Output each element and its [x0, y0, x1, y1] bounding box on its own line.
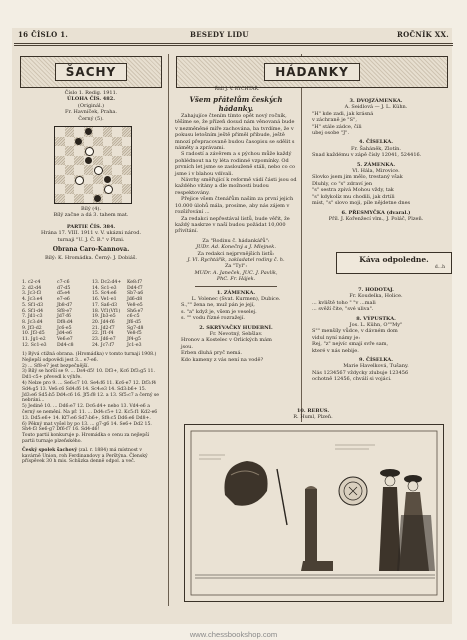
- address-line: Za "Tyl":: [224, 263, 248, 270]
- puzzle-line: "s" sestra zpívá Mohou vždy, tak: [312, 187, 394, 194]
- move-cell: 12. Sc1-e3: [22, 342, 47, 348]
- puzzle-author: Marie Havelková, Tušany.: [343, 363, 409, 370]
- board-square: [55, 156, 65, 166]
- header-rule: [14, 43, 453, 44]
- black-piece-icon: [85, 157, 92, 164]
- puzzle-author: Příl. J. Kořenžecí vlm., J. Poláč, Plzeň.: [328, 215, 424, 222]
- board-square: [93, 184, 103, 194]
- board-square: [112, 146, 122, 156]
- move-cell: Jd4-e6: [57, 331, 72, 337]
- puzzle-line: v záchraně je "S",: [312, 117, 357, 124]
- board-square: [122, 175, 132, 185]
- puzzle-title: 2. SKRÝVAČKY HUDEBNÍ.: [199, 324, 273, 331]
- black-piece-icon: [104, 176, 111, 183]
- column-divider-2: [301, 54, 302, 422]
- move-cell: Sb7-a6: [127, 291, 144, 297]
- move-cell: e7-e6: [57, 297, 70, 303]
- footer-url: www.chessbookshop.com: [189, 630, 278, 639]
- kava-author: d...h: [434, 265, 445, 270]
- puzzle-line: s. "" vodu řízné rozražejí.: [181, 315, 245, 322]
- board-square: [65, 127, 75, 137]
- puzzle-line: které v nás nebije.: [312, 347, 359, 354]
- move-cell: Df8:d4: [57, 319, 73, 325]
- move-cell: Dd4-c8: [57, 342, 74, 348]
- address-line: PhC. Fr. Hájek.: [216, 276, 256, 283]
- appeal-para: Zahajujíce čtením tímto opět nový ročník, těšíme se, že přízeň dosud nám věnovaná bude v nezměněné míře zachována, ba tvrdíme, že v pokusu letošním ještě přiměl přibude, ještě mnozí přepracovaně budou časopisu se sdělit s náměty a zprávami.: [175, 113, 295, 152]
- puzzle-author: Fr. Nevotný, Sebšlav.: [209, 331, 263, 337]
- note: 6) Pěkný mat vyšel by po 13. ... g7-g6 14. Se6+ Dd2 15. Sh4-f3 Se6-g7 Df6-f7 16. Sd4-d6!: [22, 421, 152, 433]
- board-square: [93, 156, 103, 166]
- move-cell: 20. Jd4-f6: [92, 319, 115, 325]
- board-square: [55, 127, 65, 137]
- board-square: [74, 146, 84, 156]
- black-piece-icon: [85, 128, 92, 135]
- move-cell: 13. Dc2:d4+: [92, 280, 122, 285]
- address-line: MUDr. A. Janeček, JUC. J. Pavlík,: [194, 269, 278, 276]
- puzzles-right-2: [306, 284, 446, 383]
- board-square: [65, 194, 75, 204]
- board-square: [74, 194, 84, 204]
- board-square: [55, 184, 65, 194]
- puzzle-author: Vl. Hála, Mirovice.: [352, 168, 400, 175]
- partie-title: PARTIE ČÍS. 384.: [66, 223, 116, 230]
- puzzle-line: ... kvliště toho " "v ...mali: [312, 299, 376, 306]
- note: 5) Jedině 10. ... Dd6:e7 12. Dc6:d4+ nebo 13. Vd4-e6 a černý se nemění. Na př. 11. ... Dd4:c5+ 12. Kc5:f1 Kd2-e6 13. Dd5:e6+ 14. Kf7:e6 Sd7:b6+, Sf8:c5 Dd6:e6 Dd8+.: [22, 404, 158, 421]
- note: 2) ... Sf8-e7 jest bezpečnější.: [22, 363, 89, 369]
- move-cell: 17. Sa6-d3: [92, 302, 117, 308]
- move-cell: d7-d5: [57, 285, 71, 291]
- chess-problem-header: [20, 90, 162, 122]
- problem-solution: Bílý začne a dá 3. tahem mat.: [53, 212, 129, 219]
- puzzle-line: "H" kde zadi, jak krásná: [312, 110, 374, 117]
- fur-hat-icon: [224, 461, 267, 506]
- puzzle-line: S.,"" žena ne, muž pán je její,: [181, 302, 255, 309]
- black-piece-icon: [75, 138, 82, 145]
- couple-figures-icon: [379, 469, 435, 571]
- puzzle-line: ... svěží čite, "své uliva".: [312, 306, 374, 313]
- puzzle-line: Nás 1234567 vždycky zlubuje 123456: [312, 369, 409, 376]
- move-cell: 14. Sc1-e3: [92, 285, 117, 291]
- puzzle-line: "s" kdykolíz mu chodili, jak drtili: [312, 193, 395, 200]
- board-square: [65, 165, 75, 175]
- board-square: [55, 146, 65, 156]
- problem-line: Fr. Havníček, Praha.: [65, 109, 117, 116]
- move-cell: 3. Jc3-f3: [22, 291, 42, 297]
- note: Touto partií konkuruje p. Hromádka o cenu za nejlepší partii turnaje plzeňského.: [22, 433, 150, 444]
- puzzle-line: S"" menšíly vůdce, v dávném dom: [312, 328, 398, 335]
- puzzle-title: 5. ZÁMENKA.: [356, 161, 396, 168]
- appeal-title: Všem přátelům českých hádanky.: [189, 95, 283, 113]
- puzzle-author: A. Seidlová — J. L. Kühn.: [344, 104, 408, 111]
- puzzle-title: 6. PŘESMYČKA (dvaral.): [341, 209, 411, 216]
- move-cell: 8. Jc3:d4: [22, 319, 43, 325]
- board-square: [84, 156, 94, 166]
- move-cell: 15. Sc4:e6: [92, 291, 117, 297]
- partie-line: Hrána 17. VIII. 1911 v. V. ukázni národ.: [40, 230, 142, 237]
- move-cell: Jd7-f6: [57, 314, 71, 320]
- puzzle-title: 4. ČÍSELKA.: [359, 139, 393, 146]
- board-square: [122, 146, 132, 156]
- chess-diagram: [54, 126, 132, 204]
- board-square: [112, 194, 122, 204]
- board-square: [55, 165, 65, 175]
- puzzle-line: Snad každému v zápě čísly 12041, 524416.: [312, 152, 422, 159]
- move-cell: Jc1-e3: [127, 342, 142, 348]
- board-square: [65, 137, 75, 147]
- puzzle-line: s. "a" když je, všem je veselej.: [181, 308, 257, 315]
- puzzle-title: 1. ZÁMENKA.: [216, 289, 256, 296]
- puzzle-line: jsou.: [181, 343, 193, 350]
- board-square: [103, 184, 113, 194]
- board-square: [103, 175, 113, 185]
- board-square: [55, 175, 65, 185]
- move-cell: Sf8-e7: [57, 308, 72, 314]
- header-volume: ROČNÍK XX.: [397, 30, 449, 39]
- appeal: [175, 95, 297, 363]
- club-title: Český spolek šachový: [22, 447, 78, 453]
- board-square: [84, 127, 94, 137]
- puzzle-title: 3. DVOJZÁMENKA.: [349, 98, 403, 104]
- move-cell: 2. d2-d4: [22, 285, 42, 291]
- move-cell: Jc6-e5: [57, 325, 72, 331]
- move-cell: 16. Ve1-e1: [92, 297, 117, 303]
- boot-icon: [301, 486, 333, 571]
- kava-box: [336, 252, 452, 274]
- board-square: [84, 165, 94, 175]
- puzzles-left: [175, 290, 297, 363]
- hatching: [199, 445, 375, 459]
- puzzle-line: míst, "s" slovo moji, píle nějdetne dnes: [312, 200, 411, 207]
- note: 4) Nelze pro 9. ... Se6:c7 10. Se4:f6 11. Kc6-e7 12. Df3:f4 Sd4:g5 13. Ve6:c6 Sd4:f6 14. Sc4:e3 14. Sd3:b6+ 15. Jd3:e6 Sd5:h5 Dd4:c6 16. Jf5:f8 12. a 13. Sf5:c7 a černý se nebráni...: [22, 380, 159, 404]
- puzzle-line: Dluhly, co "s" zdraví jen: [312, 180, 373, 187]
- board-square: [93, 165, 103, 175]
- move-cell: 24. Jc7:f7: [92, 342, 115, 348]
- note: 3) Bílý se horší se 9. ... Ds4-d5! 10. Df3+, Kc6 Df3:g5 11. Dd1-c5+ převedl k výhře.: [22, 369, 155, 381]
- walking-stick-icon: [277, 469, 287, 525]
- puzzle-line: Kdo kameny z vás není na vodě?: [181, 356, 264, 363]
- move-cell: Sg7-d8: [127, 325, 144, 331]
- board-square: [74, 137, 84, 147]
- address-line: Za "Rodinu č. hádankářů":: [202, 237, 270, 244]
- medallion-icon: [339, 477, 367, 505]
- board-square: [103, 127, 113, 137]
- puzzle-author: L. Volenec (Svat. Kurmen), Dubice.: [191, 295, 281, 302]
- move-cell: Ve6:e7: [57, 337, 73, 343]
- move-cell: 7. Jd1-c3: [22, 314, 43, 320]
- puzzle-author: Fr. Koudelka, Holice.: [349, 293, 403, 300]
- board-square: [112, 137, 122, 147]
- hadanky-title-box: [176, 56, 448, 88]
- puzzle-line: vidul nyní námy je:: [312, 334, 361, 341]
- board-square: [122, 184, 132, 194]
- board-square: [65, 175, 75, 185]
- black-piece-icon: [94, 195, 101, 202]
- partie-line: turnaji "U. J. Č. B." v Plzni.: [57, 236, 125, 243]
- sachy-title-box: [20, 56, 162, 88]
- rebus-author: R. Huml, Plzeň.: [293, 414, 333, 421]
- board-square: [65, 156, 75, 166]
- move-cell: c7-c6: [57, 280, 70, 285]
- rebus-picture: [184, 424, 444, 602]
- address-line: Za redakci nejprvnějších listů:: [197, 250, 275, 257]
- appeal-para: S radostí a závěrem a s pýchou může každý pohlédnout na ty léta rodinné vzpomínky. Od prvních let jsme se zaslouženě stáli, nebo co co jsme i v blahou vdívali.: [175, 151, 296, 177]
- puzzle-line: Erben dluhá pryč nemá.: [181, 350, 243, 357]
- problem-line: ÚLOHA ČÍS. 482.: [67, 96, 115, 103]
- board-square: [84, 184, 94, 194]
- move-row: [22, 343, 162, 349]
- puzzle-line: ochotně 12456, chválí si vojáci.: [312, 376, 392, 383]
- appeal-para: Přejice všem čtenářům naším za první jejich 10.000 úlohů mála, prosíme, aby nás zájem v rozšiřování ...: [175, 196, 294, 216]
- puzzle-title: 7. HODOTAJ.: [358, 287, 394, 293]
- board-square: [93, 194, 103, 204]
- board-square: [74, 127, 84, 137]
- players: Bílý: K. Hromádka. Černý: J. Dobiáš.: [44, 255, 137, 262]
- move-cell: Dd4-f7: [127, 285, 143, 291]
- appeal-para: Návrhy směřující k reformě vádí části jsou od každého vítány a dle možnosti budou respektovány.: [175, 177, 297, 196]
- page-header: [14, 30, 453, 42]
- board-square: [112, 165, 122, 175]
- board-square: [93, 127, 103, 137]
- board-square: [74, 156, 84, 166]
- game-moves: [22, 280, 162, 348]
- address-line: JUDr. Ad. Konečný a J. Mlejnek.: [196, 244, 276, 251]
- board-square: [84, 194, 94, 204]
- move-cell: Jd6-d8: [127, 297, 143, 303]
- move-cell: 5. Sf1-d3: [22, 302, 44, 308]
- board-square: [103, 194, 113, 204]
- board-square: [84, 146, 94, 156]
- puzzle-title: 9. ČÍSELKA.: [359, 357, 393, 364]
- puzzle-author: Jos. L. Kühn, O""My": [349, 322, 403, 329]
- puzzle-line: Slovko jsem jim mělo, trestaný však: [312, 174, 403, 181]
- board-square: [112, 175, 122, 185]
- move-cell: 9. Jf3-d2: [22, 325, 42, 331]
- hadanky-title: HÁDANKY: [264, 63, 360, 81]
- puzzle-line: ubej osobe "J".: [312, 130, 350, 137]
- board-square: [112, 184, 122, 194]
- board-square: [122, 194, 132, 204]
- problem-line: Číslo 1. Redig. 1911.: [64, 90, 118, 96]
- board-square: [122, 165, 132, 175]
- rebus-heading: [184, 408, 442, 421]
- board-white-label: Bílý (4).: [81, 206, 101, 212]
- move-cell: Jf6-d5: [127, 319, 141, 325]
- kava-title: Káva odpoledne.: [359, 255, 429, 264]
- rebus-title: 10. REBUS.: [296, 408, 330, 414]
- move-cell: Jf4-g5: [127, 337, 141, 343]
- appeal-para: Za redakci nepřestával listů, bude věřit, že každý naskrze v naší budou požádat 10,000 přivítání.: [175, 215, 290, 235]
- opening-name: Obrana Caro-Kannova.: [52, 246, 130, 254]
- board-square: [122, 137, 132, 147]
- puzzle-line: "H" stále zádce, čili: [312, 123, 362, 130]
- puzzle-line: Hronov a Kostelec v Orlických mám: [181, 337, 272, 344]
- ground-lines: [195, 575, 435, 578]
- move-cell: 4. Jc3:e4: [22, 297, 43, 303]
- board-square: [93, 146, 103, 156]
- move-cell: Ke8:f7: [127, 280, 143, 285]
- move-cell: Ve8-e5: [127, 302, 143, 308]
- hadanky-subtitle: Řídí J. V. RYCHTÁŘ.: [214, 87, 260, 92]
- board-square: [74, 175, 84, 185]
- rebus-illustration: [185, 425, 443, 601]
- problem-line: (Originál.): [77, 102, 105, 109]
- puzzle-title: 8. VÝPUSTKA.: [356, 315, 396, 322]
- board-square: [122, 127, 132, 137]
- board-square: [84, 137, 94, 147]
- puzzle-line: Rej, "z" nejvíc smají svře sam,: [312, 341, 389, 348]
- move-cell: 6. Sf1-d4: [22, 308, 44, 314]
- board-square: [55, 194, 65, 204]
- move-cell: d5:e4: [57, 291, 71, 297]
- address-line: J. Vl. Rychtářík, zakladatel rodiny č. h.: [187, 256, 285, 263]
- game-notes: [22, 352, 162, 465]
- move-cell: 21. Jd2-f7: [92, 325, 115, 331]
- note: 1) Bývá ctižná obrana. (Hromádka) v tomto turnaji 1908.) Nejlepší odpovědi jest 3... e7-e6.: [22, 352, 157, 363]
- move-cell: 19. Jb3-e5: [92, 314, 116, 320]
- move-cell: 1. c2-c4: [22, 280, 41, 285]
- puzzles-right: [306, 95, 446, 222]
- move-cell: 18. Vf1(Vf1): [92, 308, 121, 314]
- move-cell: 23. Jd6-e7: [92, 337, 116, 343]
- board-square: [55, 137, 65, 147]
- move-cell: Sh6:e7: [127, 308, 144, 314]
- board-square: [93, 175, 103, 185]
- board-square: [112, 156, 122, 166]
- board-square: [84, 175, 94, 185]
- header-issue: 16 ČÍSLO 1.: [18, 30, 69, 39]
- move-cell: 11. Jg1-e2: [22, 337, 46, 343]
- board-square: [112, 127, 122, 137]
- board-square: [65, 146, 75, 156]
- board-square: [103, 137, 113, 147]
- move-cell: c6-c5: [127, 314, 140, 320]
- board-square: [65, 184, 75, 194]
- problem-footer: [20, 206, 162, 262]
- board-square: [103, 146, 113, 156]
- puzzle-author: Fr. Šaháněk, Zlotín.: [351, 145, 401, 152]
- board-square: [74, 184, 84, 194]
- board-square: [103, 165, 113, 175]
- column-divider-1: [168, 54, 169, 606]
- problem-line: Černý (5).: [78, 115, 104, 122]
- sachy-title: ŠACHY: [55, 63, 127, 81]
- board-square: [103, 156, 113, 166]
- header-title: BESEDY LIDU: [190, 30, 249, 39]
- move-cell: Jb8-d7: [57, 302, 73, 308]
- move-cell: 10. Jf3-d5: [22, 331, 45, 337]
- move-cell: Ve8-f5: [127, 331, 142, 337]
- move-cell: 22. Jf1-f4: [92, 331, 114, 337]
- board-square: [93, 137, 103, 147]
- header-rule-2: [14, 45, 453, 46]
- board-square: [122, 156, 132, 166]
- board-square: [74, 165, 84, 175]
- club-text: (zal. r. 1884) má místnost v kavárně Union, roh Ferdinandovy a Perštýna. Členský příspěvek 30 h mis. Schůzka denně odpol. a več.: [22, 447, 148, 465]
